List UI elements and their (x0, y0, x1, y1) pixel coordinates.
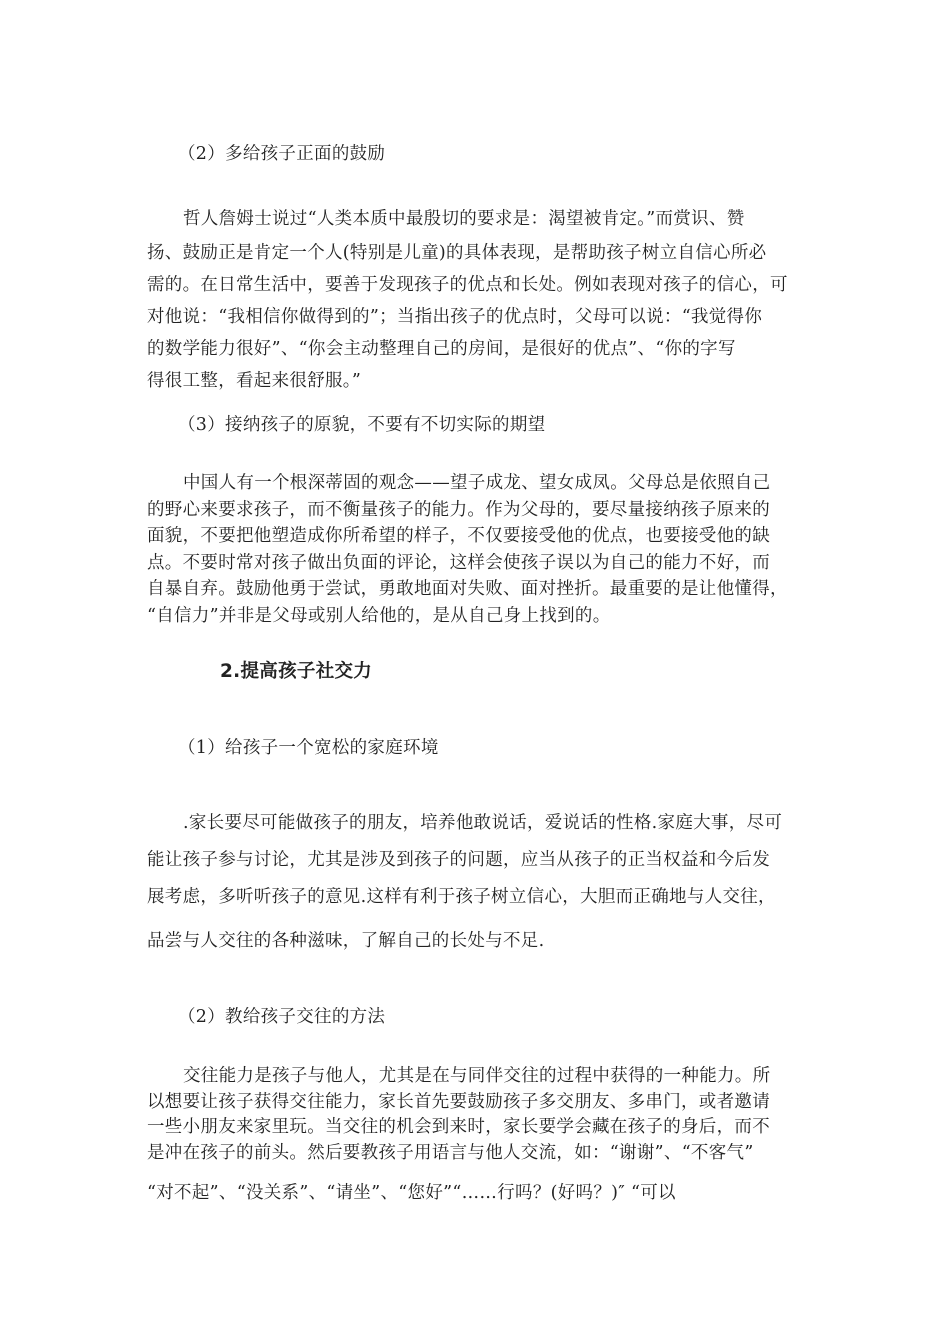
paragraph-line: 扬、鼓励正是肯定一个人(特别是儿童)的具体表现，是帮助孩子树立自信心所必 (147, 243, 767, 263)
subsection-heading-accept: （3）接纳孩子的原貌，不要有不切实际的期望 (178, 415, 546, 435)
paragraph-line: .家长要尽可能做孩子的朋友，培养他敢说话，爱说话的性格.家庭大事，尽可 (183, 813, 783, 833)
section-title-social: 2.提高孩子社交力 (220, 661, 373, 682)
subsection-heading-methods: （2）教给孩子交往的方法 (178, 1007, 386, 1027)
paragraph-line: 中国人有一个根深蒂固的观念——望子成龙、望女成凤。父母总是依照自己 (183, 473, 771, 493)
paragraph-line: “对不起”、“没关系”、“请坐”、“您好”“……行吗？(好吗？)″ “可以 (147, 1183, 676, 1203)
paragraph-line: 的野心来要求孩子，而不衡量孩子的能力。作为父母的，要尽量接纳孩子原来的 (147, 499, 770, 520)
paragraph-line: 展考虑，多听听孩子的意见.这样有利于孩子树立信心，大胆而正确地与人交往， (147, 887, 776, 907)
paragraph-encourage-cont (147, 237, 812, 397)
paragraph-line: 以想要让孩子获得交往能力，家长首先要鼓励孩子多交朋友、多串门，或者邀请 (147, 1091, 770, 1112)
paragraph-line: 的数学能力很好”、“你会主动整理自己的房间，是很好的优点”、“你的字写 (147, 339, 736, 359)
paragraph-line: 自暴自弃。鼓励他勇于尝试，勇敢地面对失败、面对挫折。最重要的是让他懂得， (147, 579, 788, 599)
paragraph-accept (147, 470, 812, 629)
paragraph-methods-last (147, 1180, 812, 1206)
paragraph-line: 点。不要时常对孩子做出负面的评论，这样会使孩子误以为自己的能力不好，而 (147, 552, 770, 573)
subsection-heading-family: （1）给孩子一个宽松的家庭环境 (178, 738, 439, 758)
paragraph-line: “自信力”并非是父母或别人给他的，是从自己身上找到的。 (147, 605, 611, 626)
paragraph-family-last (147, 928, 812, 954)
paragraph-methods (147, 1064, 812, 1166)
paragraph-line: 是冲在孩子的前头。然后要教孩子用语言与他人交流，如：“谢谢”、“不客气” (147, 1142, 754, 1163)
paragraph-line: 一些小朋友来家里玩。当交往的机会到来时，家长要学会藏在孩子的身后，而不 (147, 1117, 770, 1137)
paragraph-line: 交往能力是孩子与他人，尤其是在与同伴交往的过程中获得的一种能力。所 (183, 1066, 771, 1086)
paragraph-line: 得很工整，看起来很舒服。” (147, 371, 362, 391)
paragraph-line: 品尝与人交往的各种滋味，了解自己的长处与不足. (147, 931, 545, 951)
paragraph-line: 面貌，不要把他塑造成你所希望的样子，不仅要接受他的优点，也要接受他的缺 (147, 526, 770, 546)
paragraph-family (147, 805, 812, 916)
subsection-heading-encourage: （2）多给孩子正面的鼓励 (178, 144, 386, 164)
paragraph-line: 能让孩子参与讨论，尤其是涉及到孩子的问题，应当从孩子的正当权益和今后发 (147, 850, 770, 870)
paragraph-encourage (147, 202, 812, 237)
paragraph-line: 需的。在日常生活中，要善于发现孩子的优点和长处。例如表现对孩子的信心，可 (147, 275, 788, 295)
paragraph-line: 哲人詹姆士说过“人类本质中最殷切的要求是：渴望被肯定。”而赏识、赞 (183, 209, 745, 229)
paragraph-line: 对他说：“我相信你做得到的”；当指出孩子的优点时，父母可以说：“我觉得你 (147, 307, 763, 327)
